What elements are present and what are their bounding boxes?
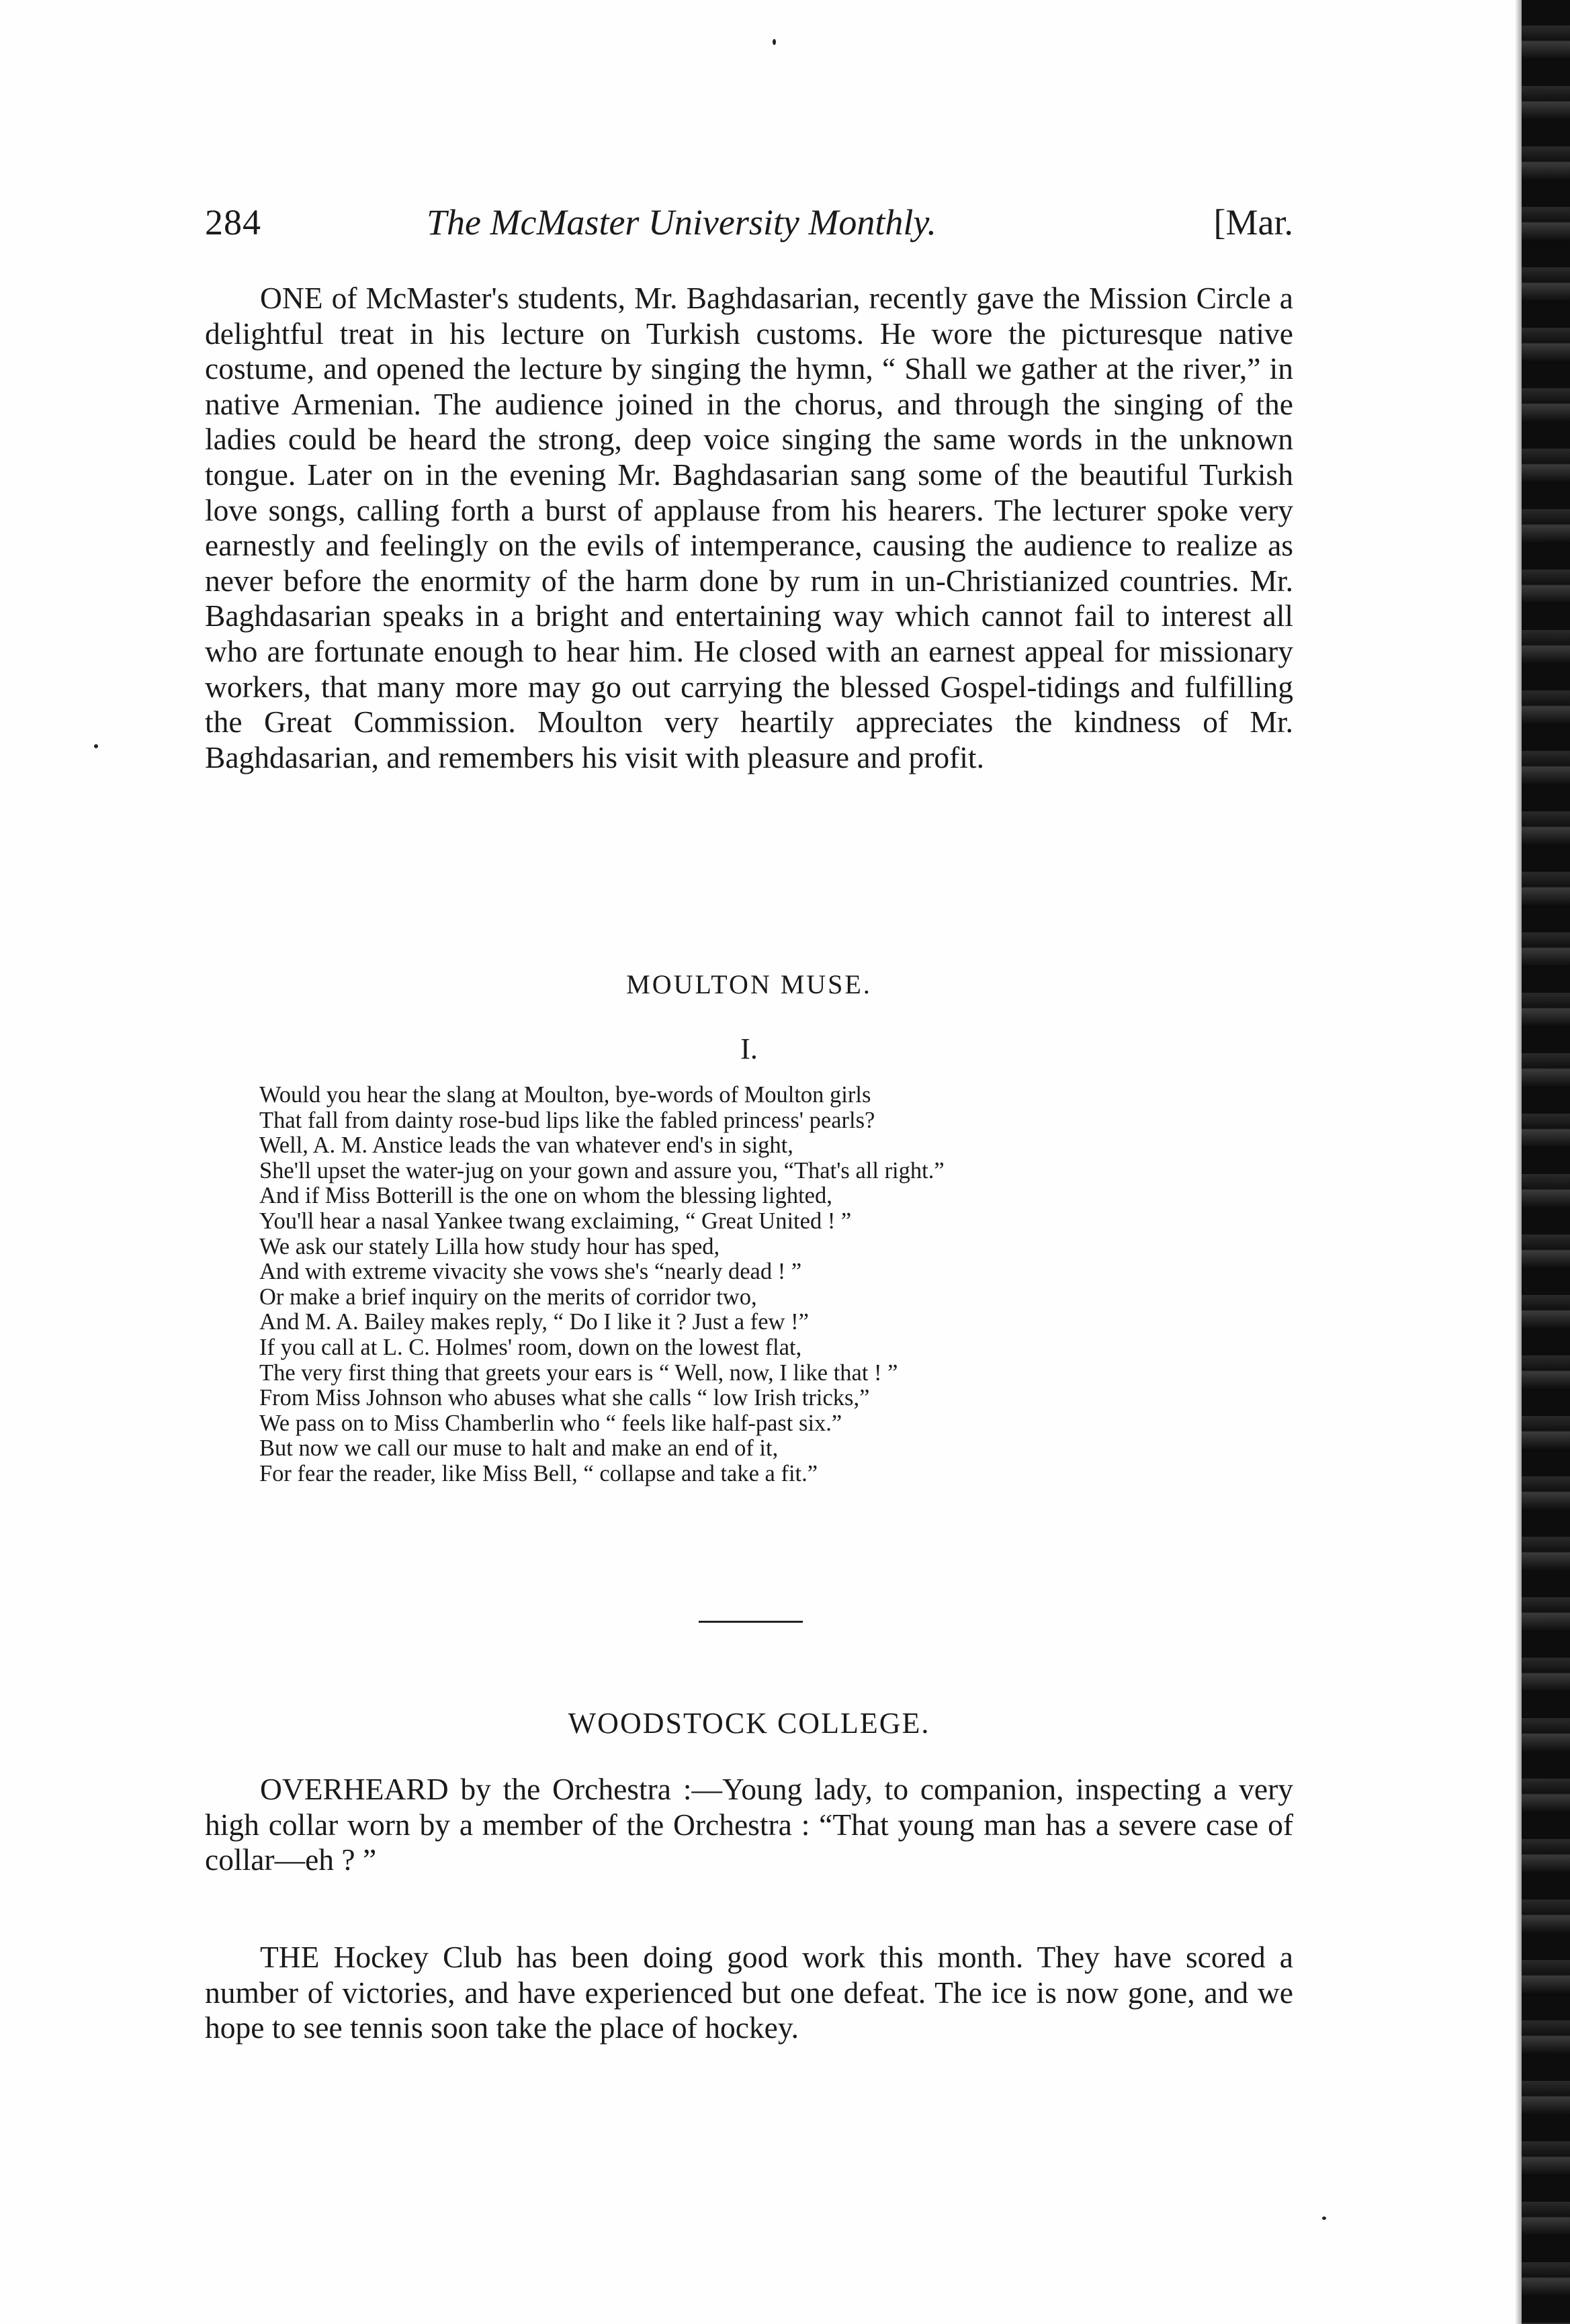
- poem-line: If you call at L. C. Holmes' room, down on the lowest flat,: [259, 1334, 802, 1360]
- woodstock-college-heading: WOODSTOCK COLLEGE.: [568, 1707, 930, 1740]
- poem-line: Would you hear the slang at Moulton, bye-words of Moulton girls: [259, 1082, 871, 1108]
- poem-line: And with extreme vivacity she vows she's “nearly dead ! ”: [259, 1259, 802, 1285]
- page-number: 284: [205, 202, 261, 242]
- poem-line: That fall from dainty rose-bud lips like the fabled princess' pearls?: [259, 1107, 875, 1133]
- poem-line: From Miss Johnson who abuses what she calls “ low Irish tricks,”: [259, 1385, 870, 1411]
- poem-line: Well, A. M. Anstice leads the van whatever end's in sight,: [259, 1132, 793, 1159]
- poem-line: You'll hear a nasal Yankee twang exclaiming, “ Great United ! ”: [259, 1208, 852, 1234]
- poem-line: And M. A. Bailey makes reply, “ Do I like it ? Just a few !”: [259, 1309, 809, 1335]
- running-header: [205, 202, 1293, 255]
- overheard-paragraph: OVERHEARD by the Orchestra :—Young lady, to companion, inspecting a very high collar worn by a member of the Orchestra : “That young man has a severe case of collar—eh ? ”: [205, 1772, 1293, 1877]
- mission-circle-paragraph: ONE of McMaster's students, Mr. Baghdasarian, recently gave the Mission Circle a delightful treat in his lecture on Turkish customs. He wore the picturesque native costume, and opened the lecture by singing the hymn, “ Shall we gather at the river,” in native Armenian. The audience joined in the chorus, and through the singing of the ladies could be heard the strong, deep voice singing the same words in the unknown tongue. Later on in the evening Mr. Baghdasarian sang some of the beautiful Turkish love songs, calling forth a burst of applause from his hearers. The lecturer spoke very earnestly and feelingly on the evils of intemperance, causing the audience to realize as never before the enormity of the harm done by rum in un-Christianized countries. Mr. Baghdasarian speaks in a bright and entertaining way which cannot fail to interest all who are fortunate enough to hear him. He closed with an earnest appeal for missionary workers, that many more may go out carrying the blessed Gospel-tidings and fulfilling the Great Commission. Moulton very heartily appreciates the kindness of Mr. Baghdasarian, and remembers his visit with pleasure and profit.: [205, 281, 1293, 774]
- scan-speck: [1322, 2217, 1326, 2220]
- poem-numeral: I.: [740, 1032, 758, 1065]
- binding-edge: [1522, 0, 1570, 2324]
- scan-speck: [94, 744, 98, 748]
- poem-line: The very first thing that greets your ears is “ Well, now, I like that ! ”: [259, 1359, 898, 1386]
- poem-line: Or make a brief inquiry on the merits of corridor two,: [259, 1284, 757, 1310]
- poem-line: We pass on to Miss Chamberlin who “ feels like half-past six.”: [259, 1410, 842, 1436]
- hockey-club-paragraph: THE Hockey Club has been doing good work this month. They have scored a number of victories, and have experienced but one defeat. The ice is now gone, and we hope to see tennis soon take the place of hockey.: [205, 1940, 1293, 2045]
- moulton-muse-heading: MOULTON MUSE.: [626, 969, 872, 999]
- poem-line: We ask our stately Lilla how study hour has sped,: [259, 1233, 720, 1259]
- poem-line: And if Miss Botterill is the one on whom the blessing lighted,: [259, 1183, 832, 1209]
- poem-line: For fear the reader, like Miss Bell, “ collapse and take a fit.”: [259, 1460, 818, 1486]
- moulton-muse-poem: [259, 1083, 1267, 1487]
- poem-line: But now we call our muse to halt and make an end of it,: [259, 1435, 779, 1462]
- running-month: [Mar.: [1213, 202, 1293, 242]
- section-divider: [699, 1621, 803, 1623]
- scan-speck: [773, 39, 776, 45]
- running-title: The McMaster University Monthly.: [427, 202, 936, 242]
- poem-line: She'll upset the water-jug on your gown and assure you, “That's all right.”: [259, 1157, 945, 1183]
